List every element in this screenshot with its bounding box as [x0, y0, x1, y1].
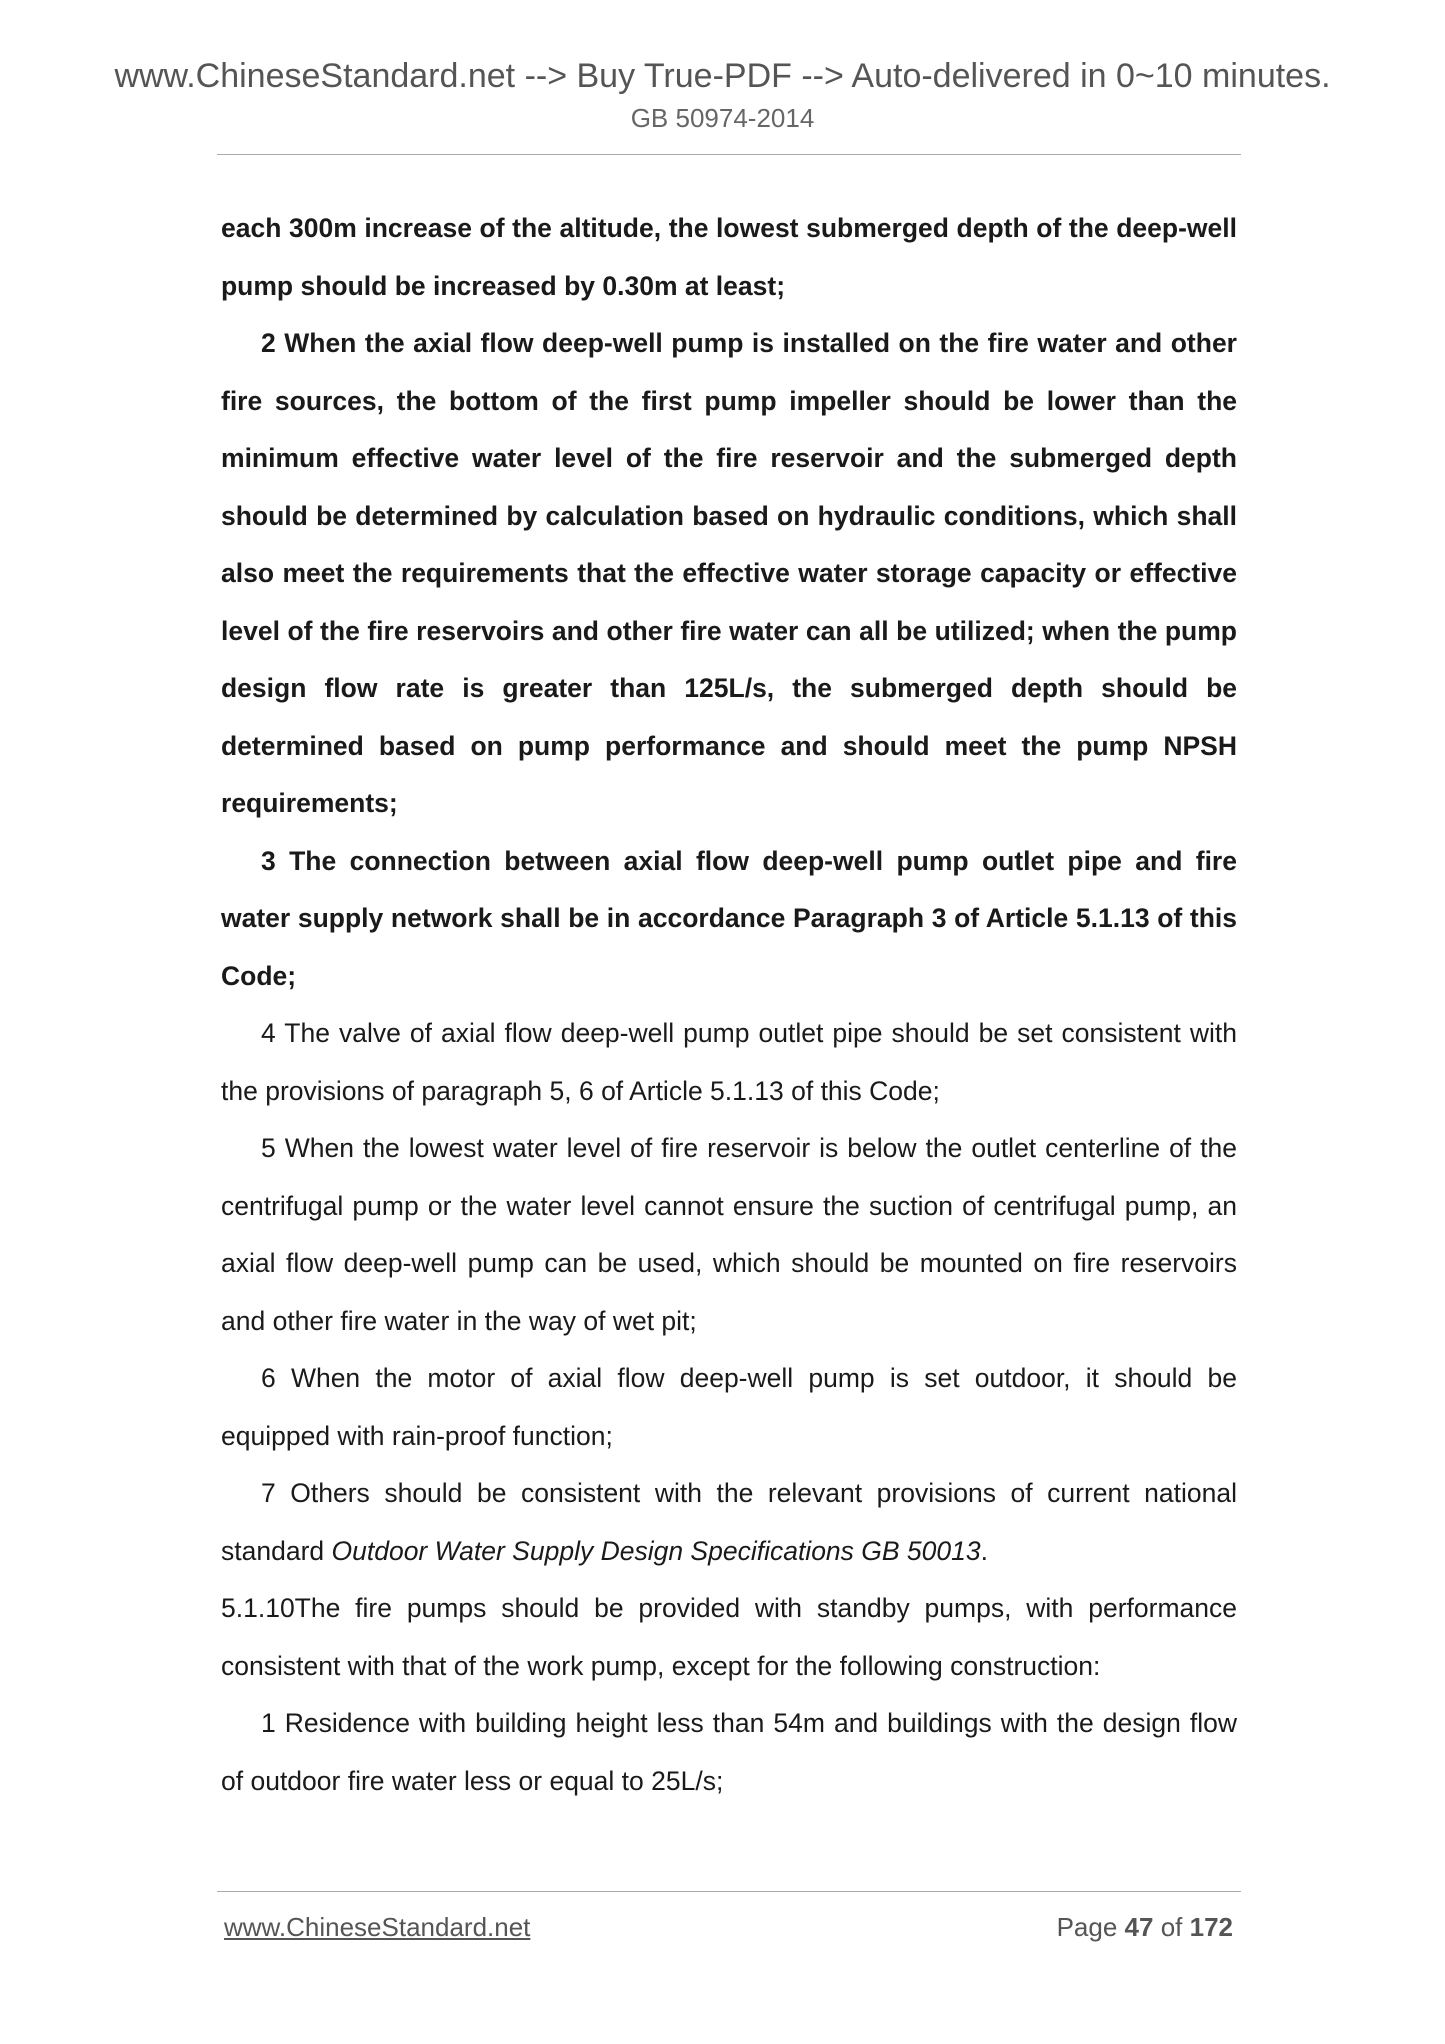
- paragraph-continuation: each 300m increase of the altitude, the lowest submerged depth of the deep-well pump should be increased by 0.30m at least;: [221, 213, 1237, 301]
- paragraph-item-1: 1 Residence with building height less than 54m and buildings with the design flow of outdoor fire water less or equal to 25L/s;: [221, 1708, 1237, 1796]
- paragraph-item-6: 6 When the motor of axial flow deep-well pump is set outdoor, it should be equipped with rain-proof function;: [221, 1363, 1237, 1451]
- paragraph-item-7-lead: 7 Others should be consistent with the relevant provisions of current national standard: [221, 1478, 1237, 1566]
- page-indicator: [1057, 1910, 1233, 1944]
- footer-website-link[interactable]: www.ChineseStandard.net: [224, 1912, 531, 1942]
- paragraph-item-3: 3 The connection between axial flow deep-well pump outlet pipe and fire water supply network shall be in accordance Paragraph 3 of Article 5.1.13 of this Code;: [221, 845, 1237, 991]
- document-body: [221, 200, 1237, 1810]
- standard-number: GB 50974-2014: [630, 103, 815, 133]
- footer-divider: [217, 1891, 1241, 1892]
- referenced-standard-title: Outdoor Water Supply Design Specifications GB 50013: [331, 1535, 981, 1566]
- paragraph-item-7: [221, 1465, 1237, 1580]
- header-divider: [217, 154, 1241, 155]
- paragraph-item-5: 5 When the lowest water level of fire reservoir is below the outlet centerline of the centrifugal pump or the water level cannot ensure the suction of centrifugal pump, an axial flow deep-well pump can be used, which should be mounted on fire reservoirs and other fire water in the way of wet pit;: [221, 1133, 1237, 1336]
- paragraph-item-2: 2 When the axial flow deep-well pump is installed on the fire water and other fire sources, the bottom of the first pump impeller should be lower than the minimum effective water level of the fire reservoir and the submerged depth should be determined by calculation based on hydraulic conditions, which shall also meet the requirements that the effective water storage capacity or effective level of the fire reservoirs and other fire water can all be utilized; when the pump design flow rate is greater than 125L/s, the submerged depth should be determined based on pump performance and should meet the pump NPSH requirements;: [221, 328, 1237, 818]
- clause-5-1-10: 5.1.10The fire pumps should be provided with standby pumps, with performance consistent with that of the work pump, except for the following construction:: [221, 1593, 1237, 1681]
- paragraph-item-4: 4 The valve of axial flow deep-well pump outlet pipe should be set consistent with the provisions of paragraph 5, 6 of Article 5.1.13 of this Code;: [221, 1018, 1237, 1106]
- total-pages: 172: [1189, 1912, 1233, 1942]
- paragraph-item-7-end: .: [980, 1535, 988, 1566]
- current-page-number: 47: [1124, 1912, 1154, 1942]
- page-word: Page: [1056, 1912, 1118, 1942]
- header-banner: www.ChineseStandard.net --> Buy True-PDF --> Auto-delivered in 0~10 minutes.: [114, 57, 1331, 95]
- page-of-word: of: [1160, 1912, 1183, 1942]
